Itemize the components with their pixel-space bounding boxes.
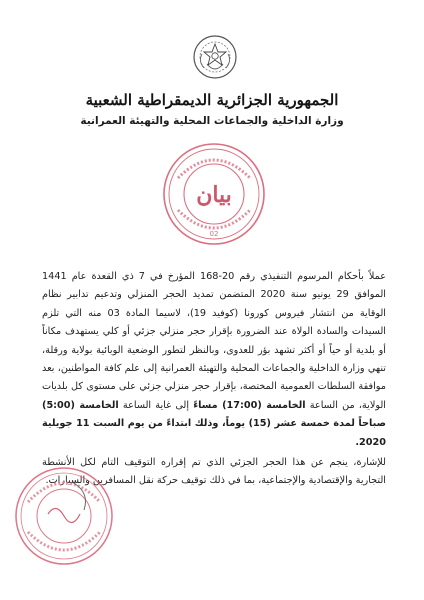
svg-text:02: 02 [209,230,219,238]
curfew-duration: لمدة خمسة عشر (15) يوماً، وذلك ابتداءً من يوم السبت 11 جويلية 2020. [42,418,386,448]
paragraph-2: للإشارة، ينجم عن هذا الحجر الجزئي الذي تم إقراره التوقيف التام لكل الأنشطة التجارية والإقتصادية والإجتماعية، بما في ذلك توقيف حركة نقل المسافرين والسيارات. [42,457,386,487]
official-stamp-icon [158,138,270,250]
paragraph-1-text: عملاً بأحكام المرسوم التنفيذي رقم 20-168 المؤرخ في 7 ذي القعدة عام 1441 الموافق 29 يونيو سنة 2020 المتضمن تمديد الحجر المنزلي وتدعيم تدابير نظام الوقاية من انتشار فيروس كورونا (كوفيد 19)، لاسيما المادة 03 منه التي تلزم السيدات والسادة الولاة عند الضرورة بإقرار حجر منزلي جزئي أو كلي يستهدف مكاناً أو بلدية أو حياً أو أكثر تشهد بؤر للعدوى، وبالنظر لتطور الوضعية الوبائية بولاية ورقلة، تنهي وزارة الداخلية والجماعات المحلية والتهيئة العمرانية إلى علم كافة المواطنين، بعد موافقة السلطات العمومية المختصة، بإقرار حجر منزلي جزئي على مستوى كل بلديات الولاية، من الساعة [42,271,386,411]
paragraph-1-mid: إلى غاية الساعة [118,399,194,411]
stamp-word: بيان [196,182,232,208]
ministry-title: وزارة الداخلية والجماعات المحلية والتهيئة العمرانية [80,115,344,127]
signature-stamp-icon [10,462,118,570]
statement-body [42,268,386,491]
paragraph-1 [42,268,386,452]
national-emblem-icon [192,34,238,80]
curfew-end-time: الخامسة (5:00) صباحاً [42,399,386,430]
curfew-start-time: الخامسة (17:00) مساءً [193,399,306,411]
republic-title: الجمهورية الجزائرية الديمقراطية الشعبية [85,91,339,109]
